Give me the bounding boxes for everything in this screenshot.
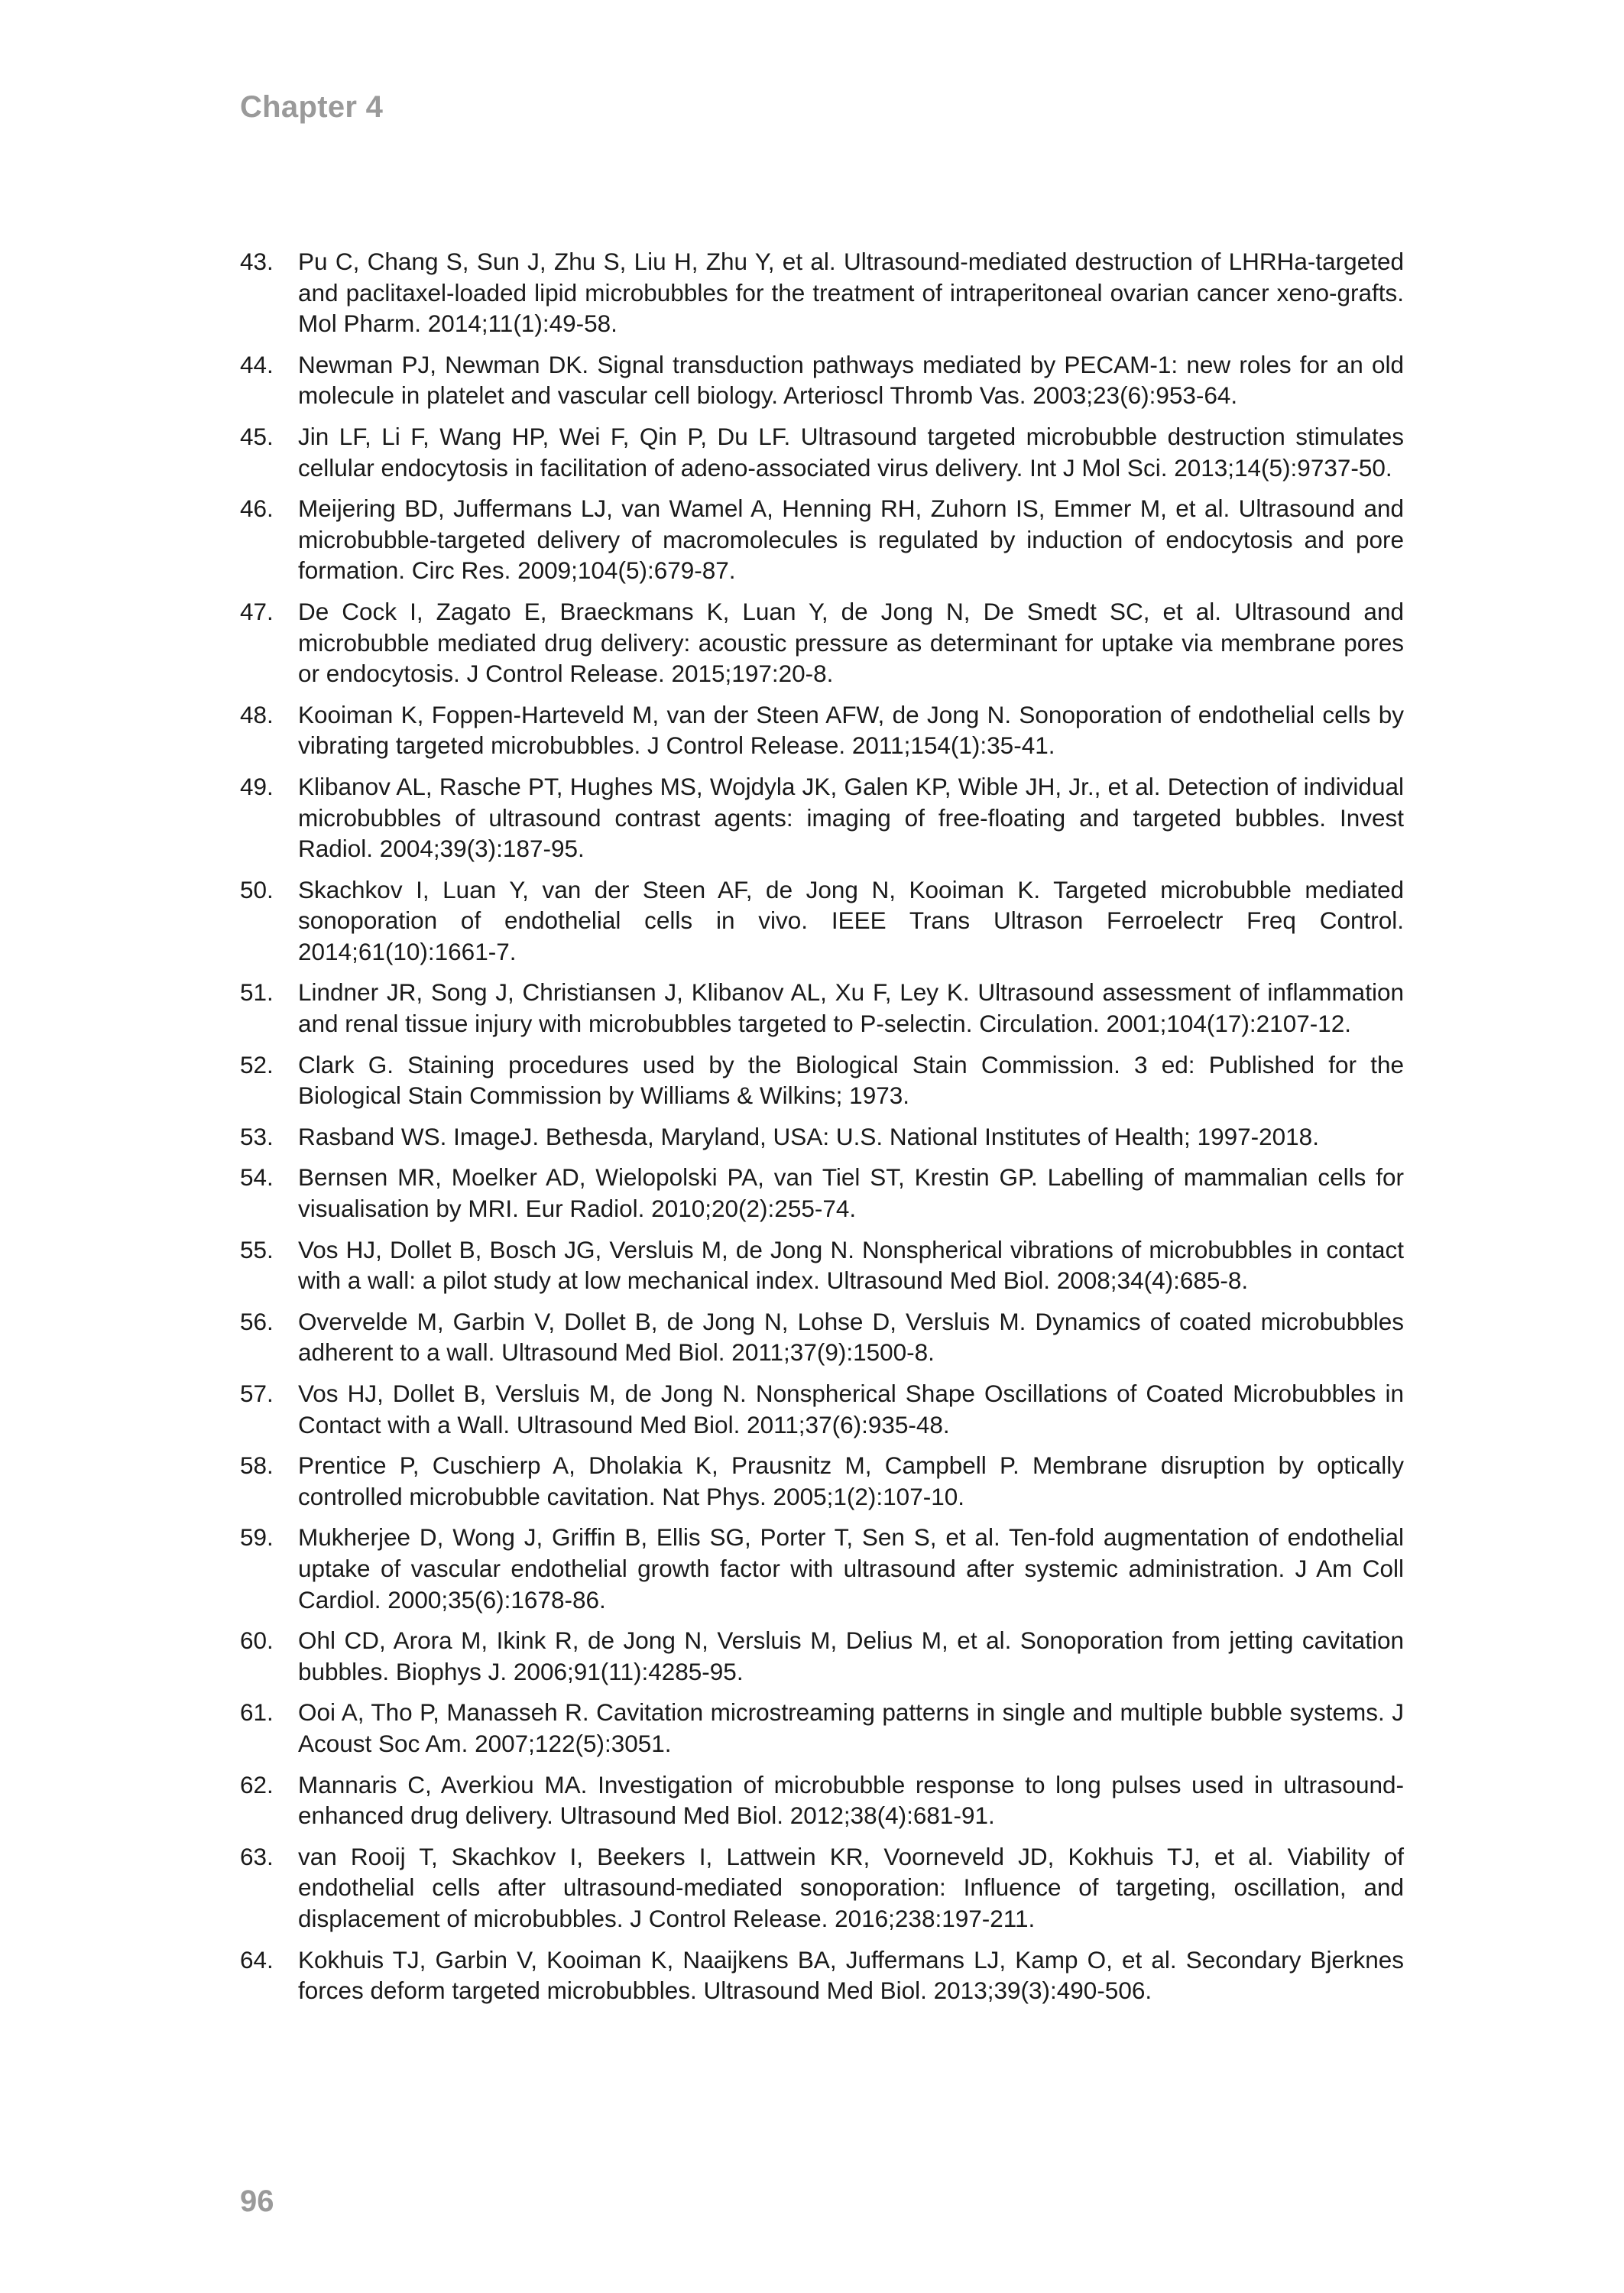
- reference-number: 55.: [240, 1235, 274, 1263]
- reference-item: [240, 246, 1404, 339]
- reference-number: 45.: [240, 422, 274, 450]
- chapter-header: Chapter 4: [240, 90, 384, 124]
- reference-item: [240, 1450, 1404, 1512]
- reference-item: [240, 493, 1404, 586]
- reference-number: 43.: [240, 248, 274, 275]
- reference-text: Bernsen MR, Moelker AD, Wielopolski PA, van Tiel ST, Krestin GP. Labelling of mammalian cells for visualisation by MRI. Eur Radiol. 2010;20(2):255-74.: [298, 1163, 1404, 1223]
- reference-item: [240, 1944, 1404, 2006]
- reference-number: 56.: [240, 1307, 274, 1335]
- reference-item: [240, 977, 1404, 1039]
- reference-text: Rasband WS. ImageJ. Bethesda, Maryland, USA: U.S. National Institutes of Health; 1997-2018.: [298, 1122, 1319, 1150]
- reference-item: [240, 1378, 1404, 1440]
- reference-text: Klibanov AL, Rasche PT, Hughes MS, Wojdyla JK, Galen KP, Wible JH, Jr., et al. Detection of individual microbubbles of ultrasound contrast agents: imaging of free-floating and targeted bubbles. Invest Radiol. 2004;39(3):187-95.: [298, 772, 1404, 863]
- reference-item: [240, 421, 1404, 483]
- reference-number: 64.: [240, 1945, 274, 1974]
- reference-number: 62.: [240, 1770, 274, 1798]
- reference-number: 48.: [240, 700, 274, 728]
- reference-text: Vos HJ, Dollet B, Versluis M, de Jong N. Nonspherical Shape Oscillations of Coated Microbubbles in Contact with a Wall. Ultrasound Med Biol. 2011;37(6):935-48.: [298, 1380, 1404, 1438]
- reference-item: [240, 1121, 1404, 1153]
- reference-text: Skachkov I, Luan Y, van der Steen AF, de Jong N, Kooiman K. Targeted microbubble mediated sonoporation of endothelial cells in vivo. IEEE Trans Ultrason Ferroelectr Freq Control. 2014;61(10):1661-7.: [298, 875, 1404, 965]
- reference-text: De Cock I, Zagato E, Braeckmans K, Luan Y, de Jong N, De Smedt SC, et al. Ultrasound and microbubble mediated drug delivery: acoustic pressure as determinant for uptake via membrane pores or endocytosis. J Control Release. 2015;197:20-8.: [298, 597, 1404, 688]
- reference-number: 53.: [240, 1122, 274, 1150]
- reference-number: 61.: [240, 1698, 274, 1727]
- reference-text: Prentice P, Cuschierp A, Dholakia K, Prausnitz M, Campbell P. Membrane disruption by optically controlled microbubble cavitation. Nat Phys. 2005;1(2):107-10.: [298, 1451, 1404, 1510]
- reference-number: 60.: [240, 1627, 274, 1655]
- reference-text: Meijering BD, Juffermans LJ, van Wamel A, Henning RH, Zuhorn IS, Emmer M, et al. Ultrasound and microbubble-targeted delivery of macromolecules is regulated by induction of endocytosis and pore formation. Circ Res. 2009;104(5):679-87.: [298, 495, 1404, 585]
- reference-list: [240, 246, 1404, 2016]
- reference-item: [240, 699, 1404, 761]
- reference-text: Overvelde M, Garbin V, Dollet B, de Jong N, Lohse D, Versluis M. Dynamics of coated microbubbles adherent to a wall. Ultrasound Med Biol. 2011;37(9):1500-8.: [298, 1307, 1404, 1367]
- reference-text: Lindner JR, Song J, Christiansen J, Klibanov AL, Xu F, Ley K. Ultrasound assessment of inflammation and renal tissue injury with microbubbles targeted to P-selectin. Circulation. 2001;104(17):2107-12.: [298, 978, 1404, 1038]
- reference-number: 63.: [240, 1842, 274, 1870]
- reference-number: 44.: [240, 350, 274, 378]
- reference-text: Ooi A, Tho P, Manasseh R. Cavitation microstreaming patterns in single and multiple bubble systems. J Acoust Soc Am. 2007;122(5):3051.: [298, 1698, 1404, 1757]
- reference-number: 50.: [240, 875, 274, 903]
- reference-text: Kooiman K, Foppen-Harteveld M, van der Steen AFW, de Jong N. Sonoporation of endothelial cells by vibrating targeted microbubbles. J Control Release. 2011;154(1):35-41.: [298, 700, 1404, 760]
- reference-item: [240, 1841, 1404, 1935]
- page-number: 96: [240, 2184, 274, 2218]
- reference-text: Pu C, Chang S, Sun J, Zhu S, Liu H, Zhu Y, et al. Ultrasound-mediated destruction of LHRHa-targeted and paclitaxel-loaded lipid microbubbles for the treatment of intraperitoneal ovarian cancer xeno-grafts. Mol Pharm. 2014;11(1):49-58.: [298, 248, 1404, 338]
- reference-text: Jin LF, Li F, Wang HP, Wei F, Qin P, Du LF. Ultrasound targeted microbubble destruction stimulates cellular endocytosis in facilitation of adeno-associated virus delivery. Int J Mol Sci. 2013;14(5):9737-50.: [298, 422, 1404, 482]
- reference-number: 52.: [240, 1050, 274, 1078]
- reference-text: Ohl CD, Arora M, Ikink R, de Jong N, Versluis M, Delius M, et al. Sonoporation from jetting cavitation bubbles. Biophys J. 2006;91(11):4285-95.: [298, 1627, 1404, 1685]
- reference-text: van Rooij T, Skachkov I, Beekers I, Lattwein KR, Voorneveld JD, Kokhuis TJ, et al. Viability of endothelial cells after ultrasound-mediated sonoporation: Influence of targeting, oscillation, and displacement of microbubbles. J Control Release. 2016;238:197-211.: [298, 1842, 1404, 1932]
- reference-number: 58.: [240, 1451, 274, 1480]
- reference-item: [240, 1522, 1404, 1615]
- reference-item: [240, 771, 1404, 864]
- reference-item: [240, 349, 1404, 411]
- reference-text: Vos HJ, Dollet B, Bosch JG, Versluis M, de Jong N. Nonspherical vibrations of microbubbles in contact with a wall: a pilot study at low mechanical index. Ultrasound Med Biol. 2008;34(4):685-8.: [298, 1235, 1404, 1295]
- reference-text: Mannaris C, Averkiou MA. Investigation of microbubble response to long pulses used in ultrasound-enhanced drug delivery. Ultrasound Med Biol. 2012;38(4):681-91.: [298, 1770, 1404, 1830]
- reference-item: [240, 1769, 1404, 1831]
- reference-number: 51.: [240, 978, 274, 1007]
- reference-item: [240, 1049, 1404, 1111]
- reference-number: 46.: [240, 495, 274, 523]
- reference-item: [240, 1162, 1404, 1224]
- reference-item: [240, 1234, 1404, 1296]
- reference-text: Kokhuis TJ, Garbin V, Kooiman K, Naaijkens BA, Juffermans LJ, Kamp O, et al. Secondary Bjerknes forces deform targeted microbubbles. Ultrasound Med Biol. 2013;39(3):490-506.: [298, 1945, 1404, 2005]
- reference-item: [240, 1697, 1404, 1759]
- reference-number: 54.: [240, 1163, 274, 1192]
- reference-number: 59.: [240, 1523, 274, 1552]
- reference-item: [240, 1306, 1404, 1368]
- reference-text: Newman PJ, Newman DK. Signal transduction pathways mediated by PECAM-1: new roles for an old molecule in platelet and vascular cell biology. Arterioscl Thromb Vas. 2003;23(6):953-64.: [298, 350, 1404, 410]
- reference-text: Clark G. Staining procedures used by the Biological Stain Commission. 3 ed: Published for the Biological Stain Commission by Williams & Wilkins; 1973.: [298, 1050, 1404, 1110]
- reference-number: 47.: [240, 597, 274, 625]
- reference-number: 57.: [240, 1380, 274, 1407]
- reference-item: [240, 1625, 1404, 1687]
- reference-item: [240, 596, 1404, 689]
- reference-text: Mukherjee D, Wong J, Griffin B, Ellis SG, Porter T, Sen S, et al. Ten-fold augmentation of endothelial uptake of vascular endothelial growth factor with ultrasound after systemic administration. J Am Coll Cardiol. 2000;35(6):1678-86.: [298, 1523, 1404, 1614]
- reference-item: [240, 874, 1404, 968]
- reference-number: 49.: [240, 772, 274, 800]
